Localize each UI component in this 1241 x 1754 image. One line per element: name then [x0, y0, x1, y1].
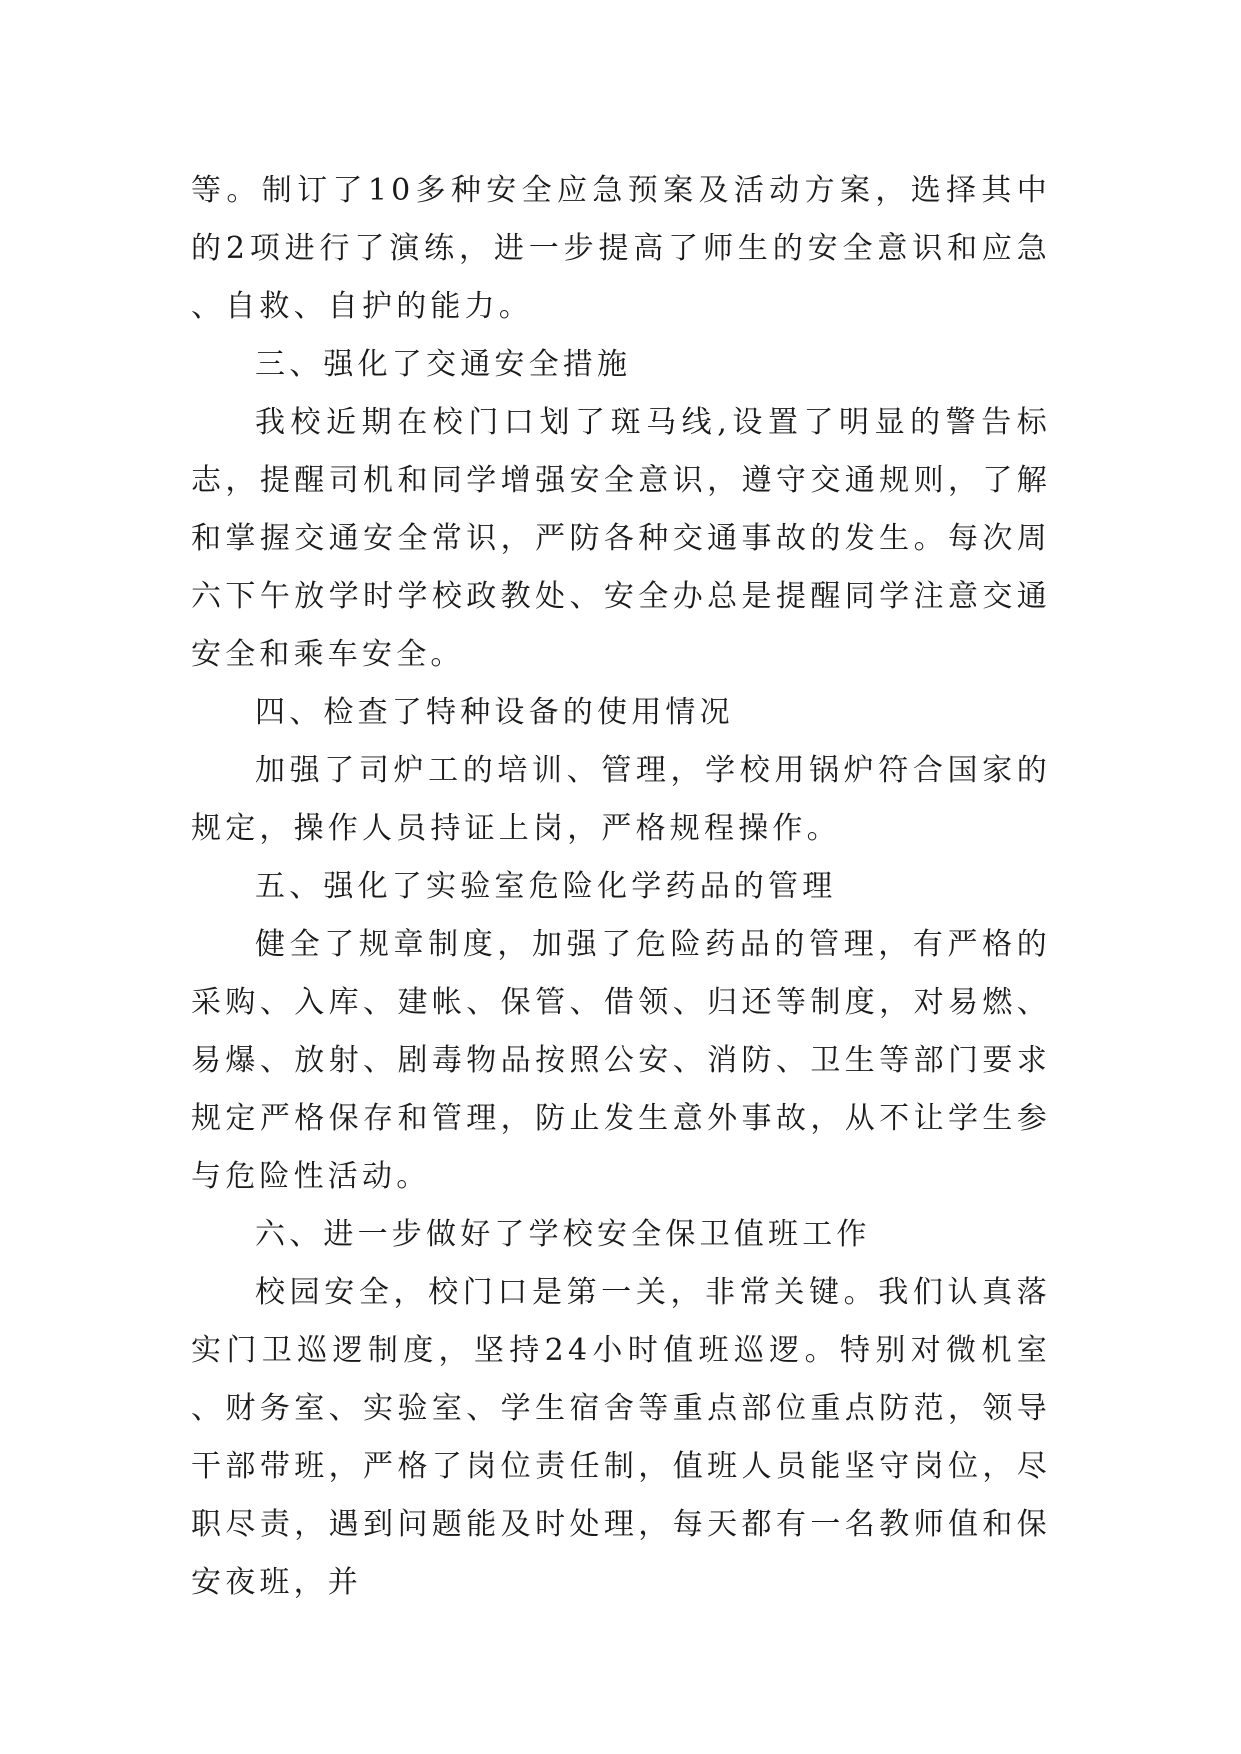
- document-body: [191, 162, 1051, 1612]
- paragraph-special-equipment: 加强了司炉工的培训、管理，学校用锅炉符合国家的规定，操作人员持证上岗，严格规程操作。: [191, 753, 1051, 846]
- paragraph-security-duty: 校园安全，校门口是第一关，非常关键。我们认真落实门卫巡逻制度，坚持24小时值班巡逻。特别对微机室、财务室、实验室、学生宿舍等重点部位重点防范，领导干部带班，严格了岗位责任制，值班人员能坚守岗位，尽职尽责，遇到问题能及时处理，每天都有一名教师值和保安夜班，并: [191, 1275, 1051, 1600]
- paragraph-continuation: 等。制订了10多种安全应急预案及活动方案，选择其中的2项进行了演练，进一步提高了师生的安全意识和应急、自救、自护的能力。: [191, 173, 1051, 324]
- section-heading-special-equipment: 四、检查了特种设备的使用情况: [255, 695, 734, 730]
- section-heading-traffic-safety: 三、强化了交通安全措施: [255, 347, 632, 382]
- paragraph-lab-chemicals: 健全了规章制度，加强了危险药品的管理，有严格的采购、入库、建帐、保管、借领、归还等制度，对易燃、易爆、放射、剧毒物品按照公安、消防、卫生等部门要求规定严格保存和管理，防止发生意外事故，从不让学生参与危险性活动。: [191, 927, 1051, 1194]
- section-heading-lab-chemicals: 五、强化了实验室危险化学药品的管理: [255, 869, 837, 904]
- section-heading-security-duty: 六、进一步做好了学校安全保卫值班工作: [255, 1217, 871, 1252]
- paragraph-traffic-safety: 我校近期在校门口划了斑马线,设置了明显的警告标志，提醒司机和同学增强安全意识，遵守交通规则，了解和掌握交通安全常识，严防各种交通事故的发生。每次周六下午放学时学校政教处、安全办总是提醒同学注意交通安全和乘车安全。: [191, 405, 1051, 672]
